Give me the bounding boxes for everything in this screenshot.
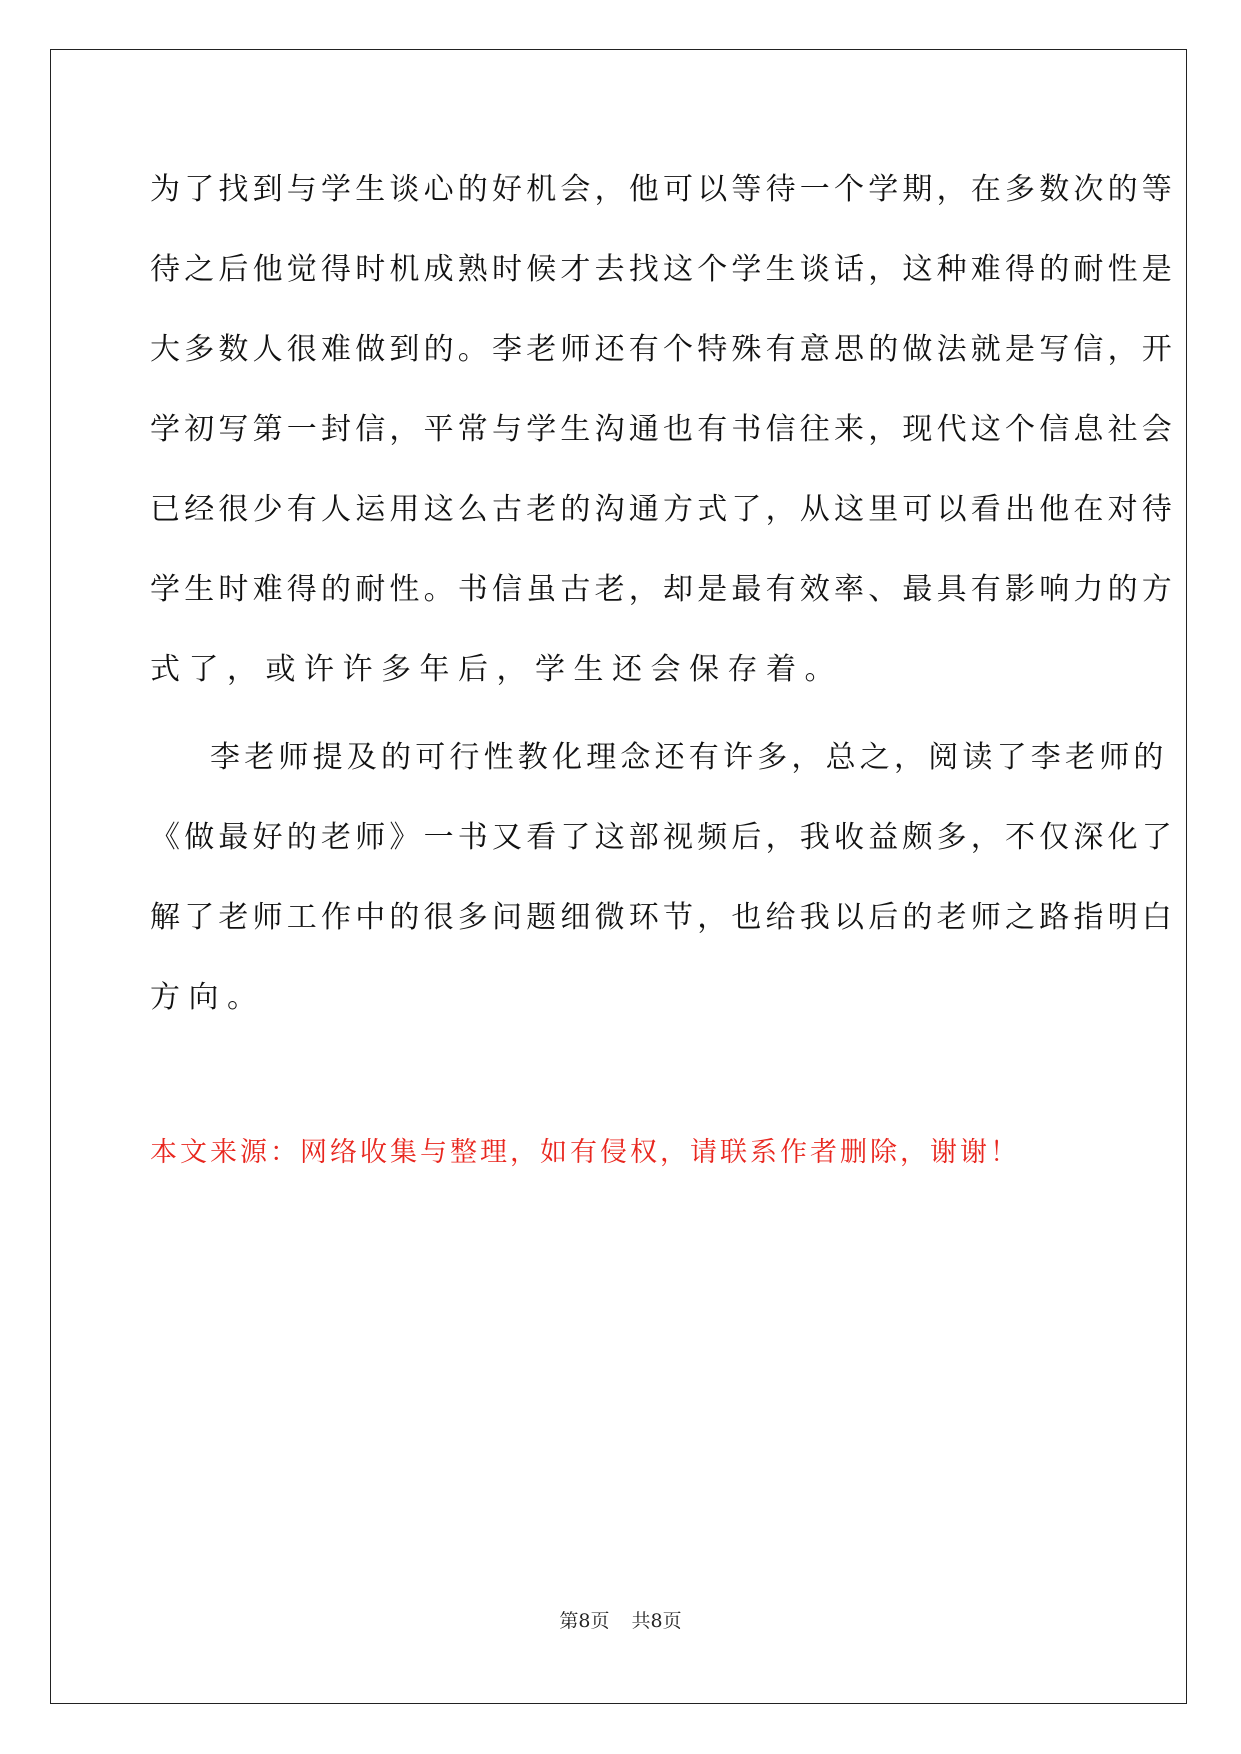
paragraph-line: 李老师提及的可行性教化理念还有许多，总之，阅读了李老师的 [210,740,1168,775]
page-border [50,49,1187,1704]
source-disclaimer: 本文来源：网络收集与整理，如有侵权，请联系作者删除，谢谢！ [150,1137,1020,1168]
paragraph-line: 方向。 [150,980,266,1015]
paragraph-line: 学生时难得的耐性。书信虽古老，却是最有效率、最具有影响力的方 [150,572,1176,607]
page-footer [0,1608,1241,1634]
paragraph-line: 《做最好的老师》一书又看了这部视频后，我收益颇多，不仅深化了 [150,820,1176,855]
paragraph-line: 大多数人很难做到的。李老师还有个特殊有意思的做法就是写信，开 [150,332,1176,367]
paragraph-line: 已经很少有人运用这么古老的沟通方式了，从这里可以看出他在对待 [150,492,1176,527]
paragraph-line: 学初写第一封信，平常与学生沟通也有书信往来，现代这个信息社会 [150,412,1176,447]
paragraph-line: 式了，或许许多年后，学生还会保存着。 [150,652,843,687]
current-page-number: 第8页 [559,1610,610,1632]
paragraph-line: 待之后他觉得时机成熟时候才去找这个学生谈话，这种难得的耐性是 [150,252,1176,287]
total-pages: 共8页 [631,1610,682,1632]
paragraph-line: 为了找到与学生谈心的好机会，他可以等待一个学期，在多数次的等 [150,172,1176,207]
paragraph-line: 解了老师工作中的很多问题细微环节，也给我以后的老师之路指明白 [150,900,1176,935]
